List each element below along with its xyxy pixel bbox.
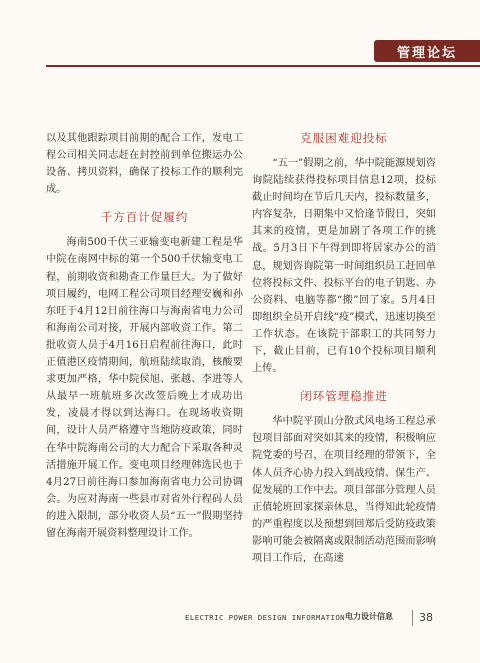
right-paragraph-1: “五一”假期之前，华中院能源规划咨询院陆续获得投标项目信息12项，投标截止时间均在节后几天内，投标数量多，内容复杂，日期集中又恰逢节假日，突如其来的疫情，更是加剧了各项工作的挑战。5月3日下午得到即将居家办公的消息，规划咨询院第一时间组织员工赶回单位将投标文件、投标平台的电子钥匙、办公资料、电脑等都“搬”回了家。5月4日即组织全员开启线“疫”模式，迅速切换至工作状态。在该院干部职工的共同努力下，截止目前，已有10个投标项目顺利上传。 <box>252 158 436 375</box>
footer-separator <box>412 610 413 626</box>
right-heading-2 <box>252 388 436 405</box>
footer-chinese-title: 电力设计信息 <box>345 612 393 621</box>
right-column <box>252 130 436 567</box>
right-heading-2-text: 闭环管理稳推进 <box>300 389 388 404</box>
left-intro-paragraph: 以及其他跟踪项目前期的配合工作，发电工程公司相关同志赶在封控前到单位搬运办公设备、拷贝资料，确保了投标工作的顺利完成。 <box>46 133 243 196</box>
section-tab <box>374 40 480 62</box>
right-heading-1 <box>252 130 436 147</box>
page-number: 38 <box>419 611 433 624</box>
left-column <box>46 130 243 542</box>
section-title: 管理论坛 <box>396 45 457 61</box>
left-heading <box>46 209 243 226</box>
left-body-paragraph: 海南500千伏三亚输变电新建工程是华中院在南网中标的第一个500千伏输变电工程，前期收资和勘查工作量巨大。为了做好项目履约，电网工程公司项目经理安巍和孙东旺于4月12日前往海口与海南省电力公司和海南公司对接，开展内部收资工作。第二批收资人员于4月16日启程前往海口，此时正值港区疫情期间，航班陆续取消，核酸要求更加严格，华中院侯旭、张越、李进等人从最早一班航班多次改签后晚上才成功出发，凌晨才得以到达海口。在现场收资期间，设计人员严格遵守当地防疫政策，同时在华中院海南公司的大力配合下采取各种灵活措施开展工作。变电项目经理韩选民也于4月27日前往海口参加海南省电力公司协调会。为应对海南一些县市对省外行程码人员的进入限制，部分收资人员“五一”假期坚持留在海南开展资料整理设计工作。 <box>46 237 243 539</box>
left-heading-text: 千方百计促履约 <box>100 210 189 225</box>
footer-english-title: ELECTRIC POWER DESIGN INFORMATION <box>185 613 346 622</box>
top-divider <box>46 65 480 67</box>
right-heading-1-text: 克服困难迎投标 <box>300 131 388 145</box>
right-paragraph-2: 华中院平顶山分散式风电场工程总承包项目部面对突如其来的疫情，积极响应院党委的号召，在项目经理的带领下，全体人员齐心协力投入到战疫情、保生产、促发展的工作中去。项目部部分管理人员正值轮班回家探亲休息，当得知此轮疫情的严重程度以及预想到回郑后受防疫政策影响可能会被隔离或限制活动范围而影响项目工作后，在高速 <box>252 416 436 564</box>
page-footer <box>0 610 480 630</box>
